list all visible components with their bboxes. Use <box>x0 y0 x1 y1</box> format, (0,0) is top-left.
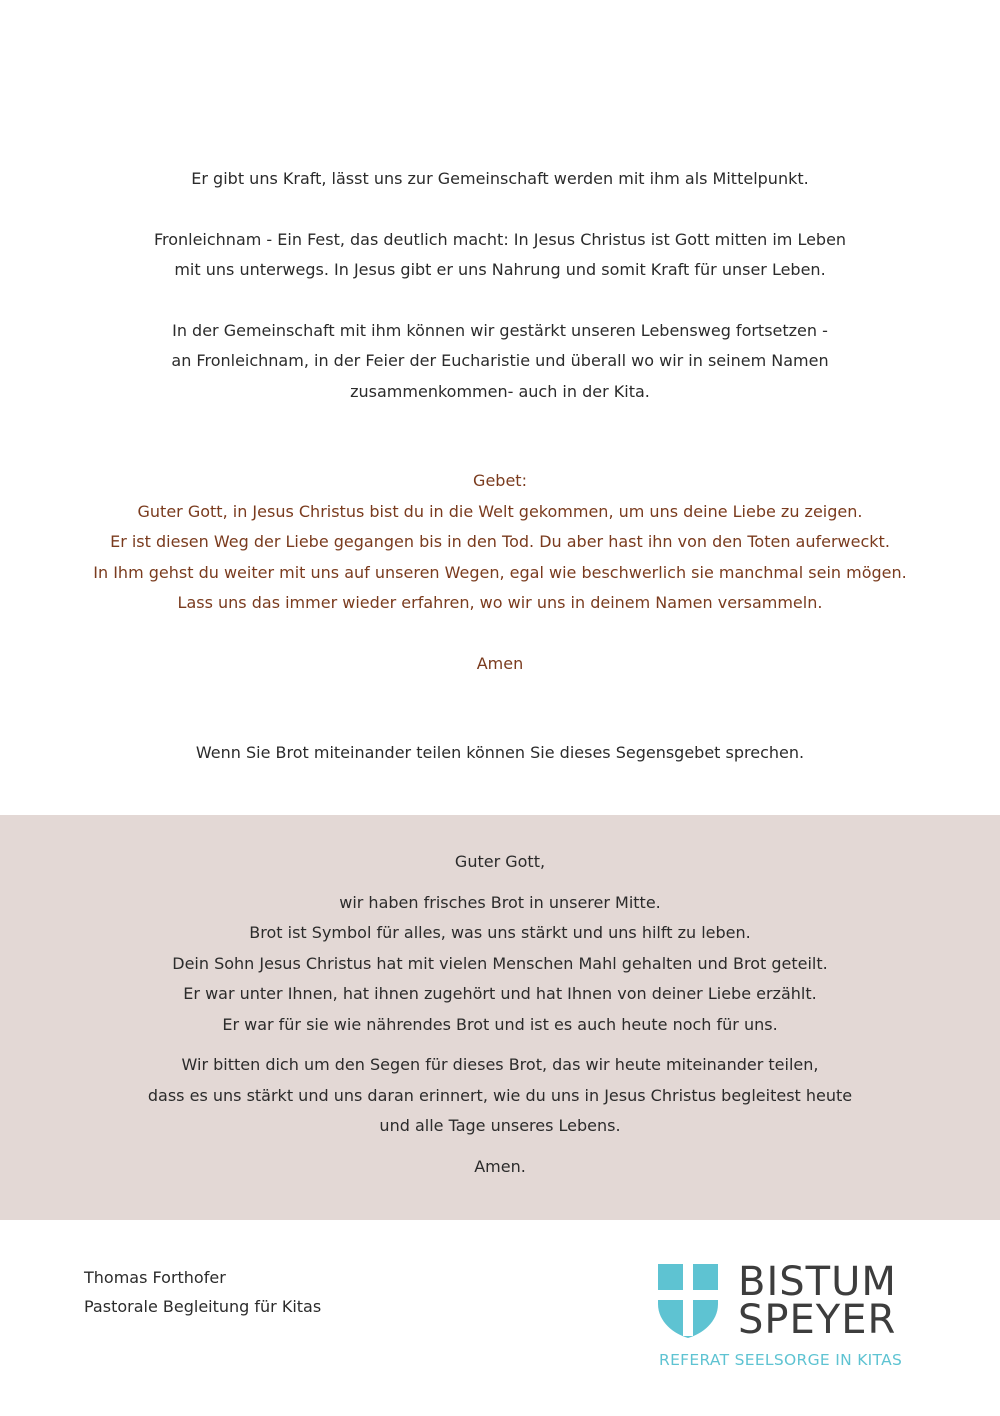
prayer-line: Er ist diesen Weg der Liebe gegangen bis in den Tod. Du aber hast ihn von den Toten auferweckt. <box>110 532 890 551</box>
blessing-section <box>0 847 1000 1182</box>
blessing-amen: Amen. <box>474 1156 526 1176</box>
prayer-line: In Ihm gehst du weiter mit uns auf unseren Wegen, egal wie beschwerlich sie manchmal sein mögen. <box>93 562 907 582</box>
prayer-line: Lass uns das immer wieder erfahren, wo wir uns in deinem Namen versammeln. <box>177 593 823 612</box>
blessing-line: wir haben frisches Brot in unserer Mitte. <box>339 892 661 912</box>
footer-author-block <box>84 1263 321 1321</box>
blessing-line: Er war unter Ihnen, hat ihnen zugehört und hat Ihnen von deiner Liebe erzählt. <box>183 984 817 1003</box>
bistum-speyer-logo <box>656 1259 946 1372</box>
blessing-line: Wir bitten dich um den Segen für dieses Brot, das wir heute miteinander teilen, <box>181 1055 819 1074</box>
prayer-section <box>0 466 1000 679</box>
intro-line: Er gibt uns Kraft, lässt uns zur Gemeinschaft werden mit ihm als Mittelpunkt. <box>191 169 809 188</box>
intro-line: mit uns unterwegs. In Jesus gibt er uns Nahrung und somit Kraft für unser Leben. <box>174 260 826 279</box>
logo-speyer: SPEYER <box>738 1297 897 1343</box>
blessing-line: Dein Sohn Jesus Christus hat mit vielen Menschen Mahl gehalten und Brot geteilt. <box>172 953 828 973</box>
blessing-salutation: Guter Gott, <box>454 852 546 871</box>
shield-cross-icon <box>656 1262 720 1340</box>
intro-line: In der Gemeinschaft mit ihm können wir gestärkt unseren Lebensweg fortsetzen - <box>172 320 828 340</box>
blessing-line: Er war für sie wie nährendes Brot und ist es auch heute noch für uns. <box>222 1014 778 1034</box>
prayer-line: Guter Gott, in Jesus Christus bist du in die Welt gekommen, um uns deine Liebe zu zeigen. <box>137 501 863 521</box>
blessing-line: und alle Tage unseres Lebens. <box>379 1116 621 1135</box>
author-role: Pastorale Begleitung für Kitas <box>84 1297 322 1316</box>
intro-line: an Fronleichnam, in der Feier der Eucharistie und überall wo wir in seinem Namen <box>171 351 829 370</box>
logo-subtitle: REFERAT SEELSORGE IN KITAS <box>659 1351 903 1369</box>
logo-bistum: BISTUM <box>738 1259 897 1305</box>
intro-line: zusammenkommen- auch in der Kita. <box>350 381 650 401</box>
intro-section <box>0 164 1000 407</box>
blessing-line: Brot ist Symbol für alles, was uns stärkt und uns hilft zu leben. <box>249 923 751 942</box>
intro-line: Fronleichnam - Ein Fest, das deutlich macht: In Jesus Christus ist Gott mitten im Leben <box>153 229 847 249</box>
blessing-line: dass es uns stärkt und uns daran erinnert, wie du uns in Jesus Christus begleitest heute <box>147 1085 853 1105</box>
share-note: Wenn Sie Brot miteinander teilen können Sie dieses Segensgebet sprechen. <box>195 743 805 762</box>
author-name: Thomas Forthofer <box>84 1268 226 1287</box>
prayer-heading: Gebet: <box>473 471 527 490</box>
prayer-amen: Amen <box>476 653 524 673</box>
